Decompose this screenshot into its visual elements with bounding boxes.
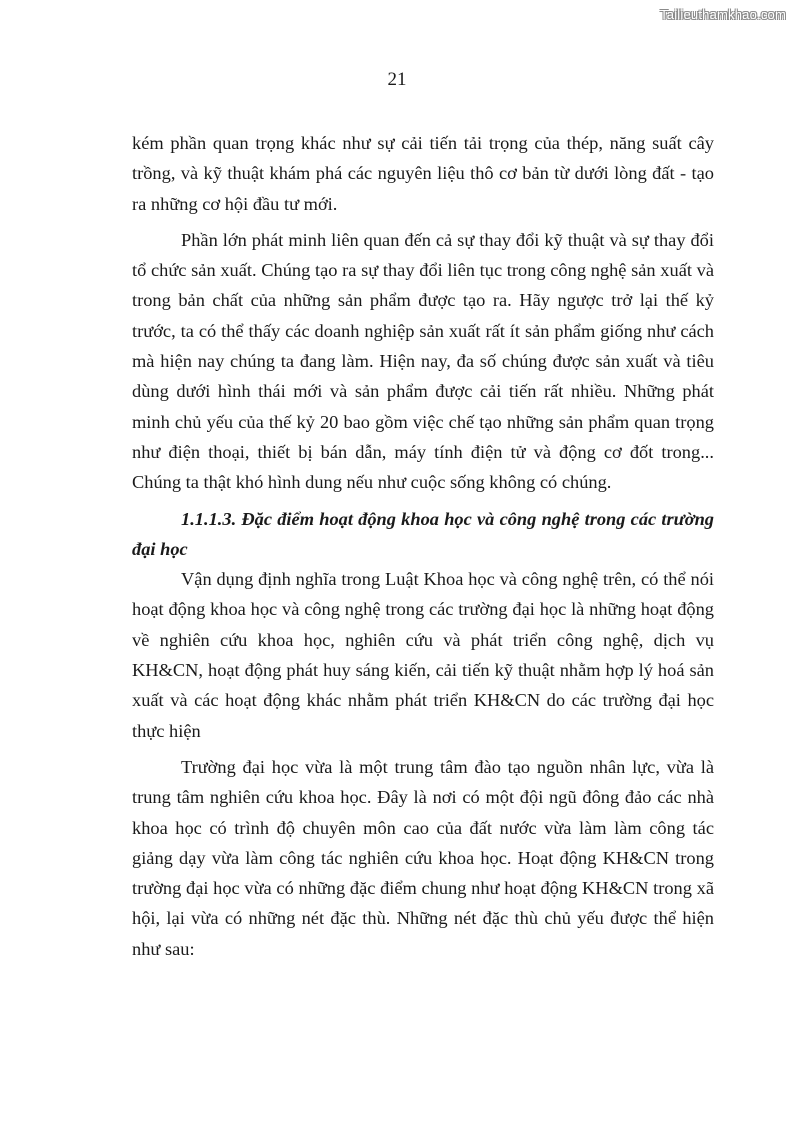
watermark-text: Tailieuthamkhao.com xyxy=(660,7,786,22)
paragraph-continuation: kém phần quan trọng khác như sự cải tiến tải trọng của thép, năng suất cây trồng, và kỹ thuật khám phá các nguyên liệu thô cơ bản từ dưới lòng đất - tạo ra những cơ hội đầu tư mới. xyxy=(132,133,714,214)
paragraph-definition: Vận dụng định nghĩa trong Luật Khoa học và công nghệ trên, có thể nói hoạt động khoa học và công nghệ trong các trường đại học là những hoạt động về nghiên cứu khoa học, nghiên cứu và phát triển công nghệ, dịch vụ KH&CN, hoạt động phát huy sáng kiến, cải tiến kỹ thuật nhằm hợp lý hoá sản xuất và các hoạt động khác nhằm phát triển KH&CN do các trường đại học thực hiện xyxy=(132,569,714,741)
document-body xyxy=(132,128,714,964)
page-number: 21 xyxy=(387,69,407,90)
section-heading: 1.1.1.3. Đặc điểm hoạt động khoa học và công nghệ trong các trường đại học xyxy=(132,508,714,559)
paragraph-university-role: Trường đại học vừa là một trung tâm đào tạo nguồn nhân lực, vừa là trung tâm nghiên cứu khoa học. Đây là nơi có một đội ngũ đông đảo các nhà khoa học có trình độ chuyên môn cao của đất nước vừa làm làm công tác giảng dạy vừa làm công tác nghiên cứu khoa học. Hoạt động KH&CN trong trường đại học vừa có những đặc điểm chung như hoạt động KH&CN trong xã hội, lại vừa có những nét đặc thù. Những nét đặc thù chủ yếu được thể hiện như sau: xyxy=(132,756,714,959)
paragraph-inventions: Phần lớn phát minh liên quan đến cả sự thay đổi kỹ thuật và sự thay đổi tổ chức sản xuất. Chúng tạo ra sự thay đổi liên tục trong công nghệ sản xuất và trong bản chất của những sản phẩm được tạo ra. Hãy ngược trở lại thế kỷ trước, ta có thể thấy các doanh nghiệp sản xuất rất ít sản phẩm giống như cách mà hiện nay chúng ta đang làm. Hiện nay, đa số chúng được sản xuất và tiêu dùng dưới hình thái mới và sản phẩm được cải tiến rất nhiều. Những phát minh chủ yếu của thế kỷ 20 bao gồm việc chế tạo những sản phẩm quan trọng như điện thoại, thiết bị bán dẫn, máy tính điện tử và động cơ đốt trong... Chúng ta thật khó hình dung nếu như cuộc sống không có chúng. xyxy=(132,229,714,493)
